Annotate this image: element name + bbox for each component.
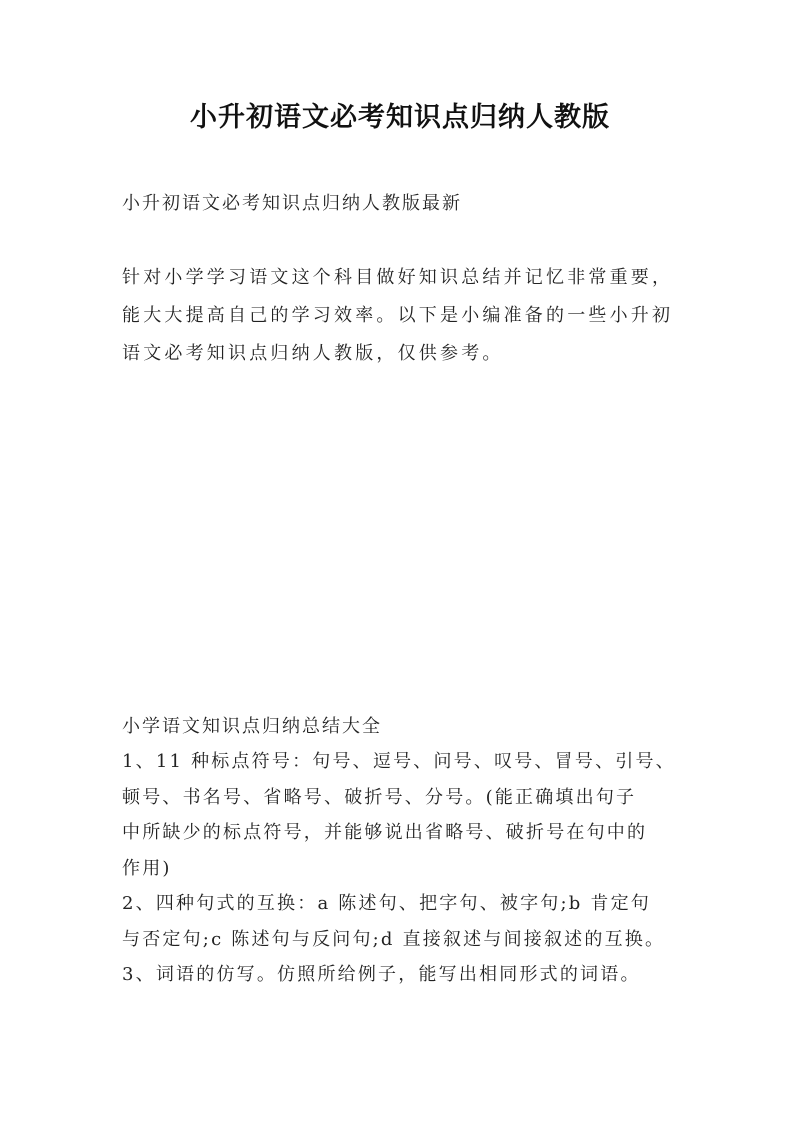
knowledge-section — [122, 712, 700, 993]
intro-line: 能大大提高自己的学习效率。以下是小编准备的一些小升初 — [122, 305, 674, 326]
list-item-word-imitation — [122, 957, 700, 993]
item-line: 1、11 种标点符号：句号、逗号、问号、叹号、冒号、引号、 — [122, 751, 676, 772]
item-line: 中所缺少的标点符号，并能够说出省略号、破折号在句中的 — [122, 822, 648, 843]
intro-line: 针对小学学习语文这个科目做好知识总结并记忆非常重要， — [122, 267, 674, 288]
intro-line: 语文必考知识点归纳人教版，仅供参考。 — [122, 343, 504, 364]
item-line: 3、词语的仿写。仿照所给例子，能写出相同形式的词语。 — [122, 964, 641, 985]
list-item-punctuation — [122, 744, 700, 886]
document-title: 小升初语文必考知识点归纳人教版 — [190, 102, 610, 133]
document-subtitle: 小升初语文必考知识点归纳人教版最新 — [122, 193, 462, 214]
intro-paragraph — [122, 259, 700, 373]
item-line: 顿号、书名号、省略号、破折号、分号。(能正确填出句子 — [122, 786, 637, 808]
item-line: 与否定句;c 陈述句与反问句;d 直接叙述与间接叙述的互换。 — [122, 928, 666, 950]
list-item-sentence-forms — [122, 886, 700, 957]
section-heading: 小学语文知识点归纳总结大全 — [122, 716, 382, 737]
item-line: 作用) — [122, 857, 172, 879]
item-line: 2、四种句式的互换：a 陈述句、把字句、被字句;b 肯定句 — [122, 893, 652, 914]
